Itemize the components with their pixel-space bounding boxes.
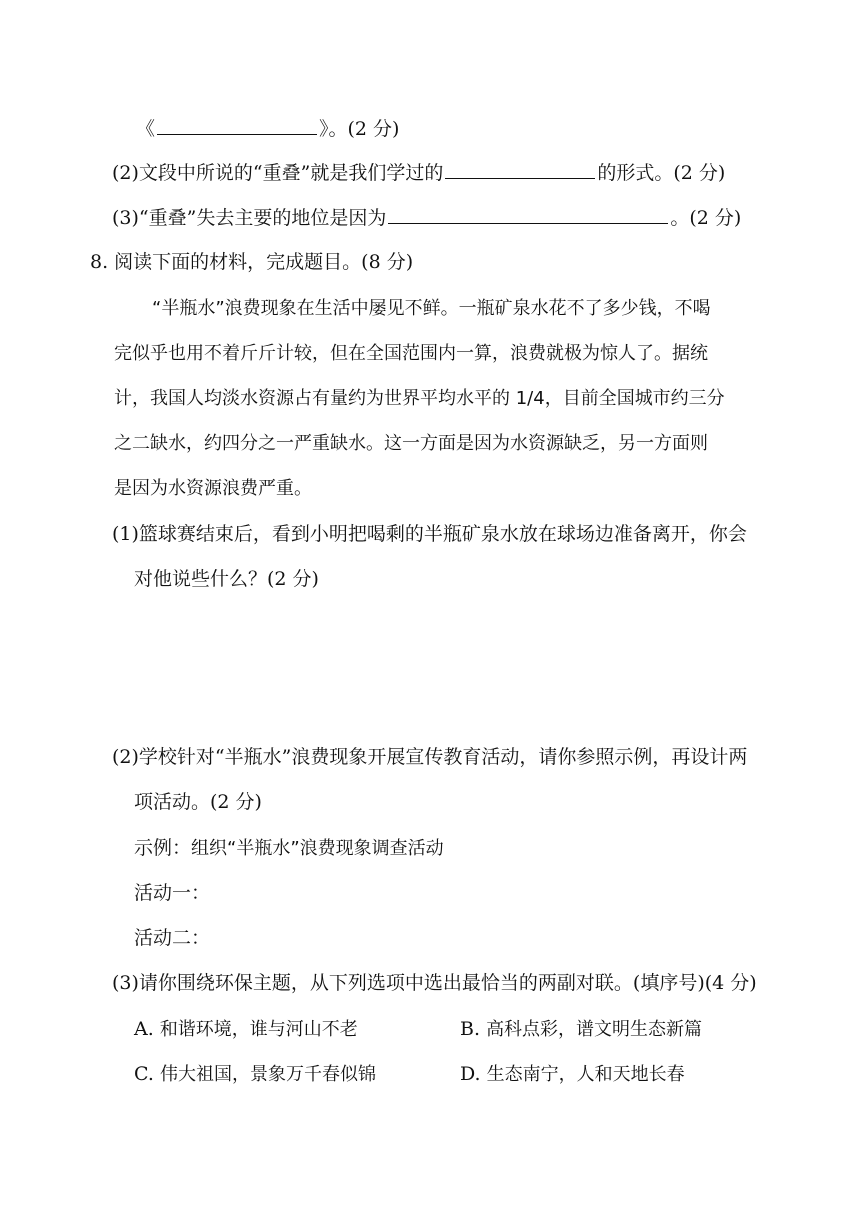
q8-example-text: 组织“半瓶水”浪费现象调查活动 [191,838,444,859]
q8-option-b-label: B. [460,1018,481,1040]
q7-sub2-prefix: (2)文段中所说的“重叠”就是我们学过的 [112,162,444,184]
q8-option-a [134,1017,358,1042]
q7-line0-prefix: 《 [136,118,156,140]
q7-sub2 [112,160,725,185]
q8-passage-line-3: 计，我国人均淡水资源占有量约为世界平均水平的 1/4，目前全国城市约三分 [114,388,725,409]
q8-option-c [134,1062,376,1087]
q8-option-c-text: 伟大祖国，景象万千春似锦 [159,1064,376,1085]
q8-option-d [460,1062,685,1087]
q8-option-b-text: 高科点彩，谱文明生态新篇 [486,1019,703,1040]
q8-sub1-line-2: 对他说些什么？(2 分) [134,568,319,590]
q8-option-a-label: A. [134,1018,154,1040]
q8-passage-line-5: 是因为水资源浪费严重。 [114,478,312,499]
q8-activity-1: 活动一： [134,882,211,904]
q7-sub2-suffix: 的形式。(2 分) [597,162,726,184]
q8-example-label: 示例： [134,837,192,859]
q8-sub3: (3)请你围绕环保主题，从下列选项中选出最恰当的两副对联。(填序号)(4 分) [112,972,757,994]
q8-passage-line-2: 完似乎也用不着斤斤计较，但在全国范围内一算，浪费就极为惊人了。据统 [114,343,708,364]
q8-option-b [460,1017,702,1042]
q7-sub3-prefix: (3)“重叠”失去主要的地位是因为 [112,207,387,229]
q8-option-a-text: 和谐环境，谁与河山不老 [159,1019,358,1040]
q7-sub3-suffix: 。(2 分) [670,207,742,229]
q8-passage-line-4: 之二缺水，约四分之一严重缺水。这一方面是因为水资源缺乏，另一方面则 [114,433,708,454]
q8-option-d-text: 生态南宁，人和天地长春 [486,1064,685,1085]
q8-example [134,836,444,861]
q7-sub2-blank[interactable] [445,160,595,179]
q8-heading: 8. 阅读下面的材料，完成题目。(8 分) [90,251,414,273]
q8-option-c-label: C. [134,1063,154,1085]
q8-sub2-line-1: (2)学校针对“半瓶水”浪费现象开展宣传教育活动，请你参照示例，再设计两 [112,746,748,768]
q8-activity-2: 活动二： [134,927,211,949]
q7-sub3 [112,205,741,230]
q8-sub2-line-2: 项活动。(2 分) [134,791,262,813]
q8-option-d-label: D. [460,1063,481,1085]
q7-sub3-blank[interactable] [388,205,668,224]
q7-line0 [136,116,399,141]
q7-line0-suffix: 》。(2 分) [319,118,400,140]
q8-sub1-line-1: (1)篮球赛结束后，看到小明把喝剩的半瓶矿泉水放在球场边准备离开，你会 [112,523,747,545]
q7-line0-blank[interactable] [157,116,317,135]
q8-passage-line-1: “半瓶水”浪费现象在生活中屡见不鲜。一瓶矿泉水花不了多少钱，不喝 [152,298,711,319]
